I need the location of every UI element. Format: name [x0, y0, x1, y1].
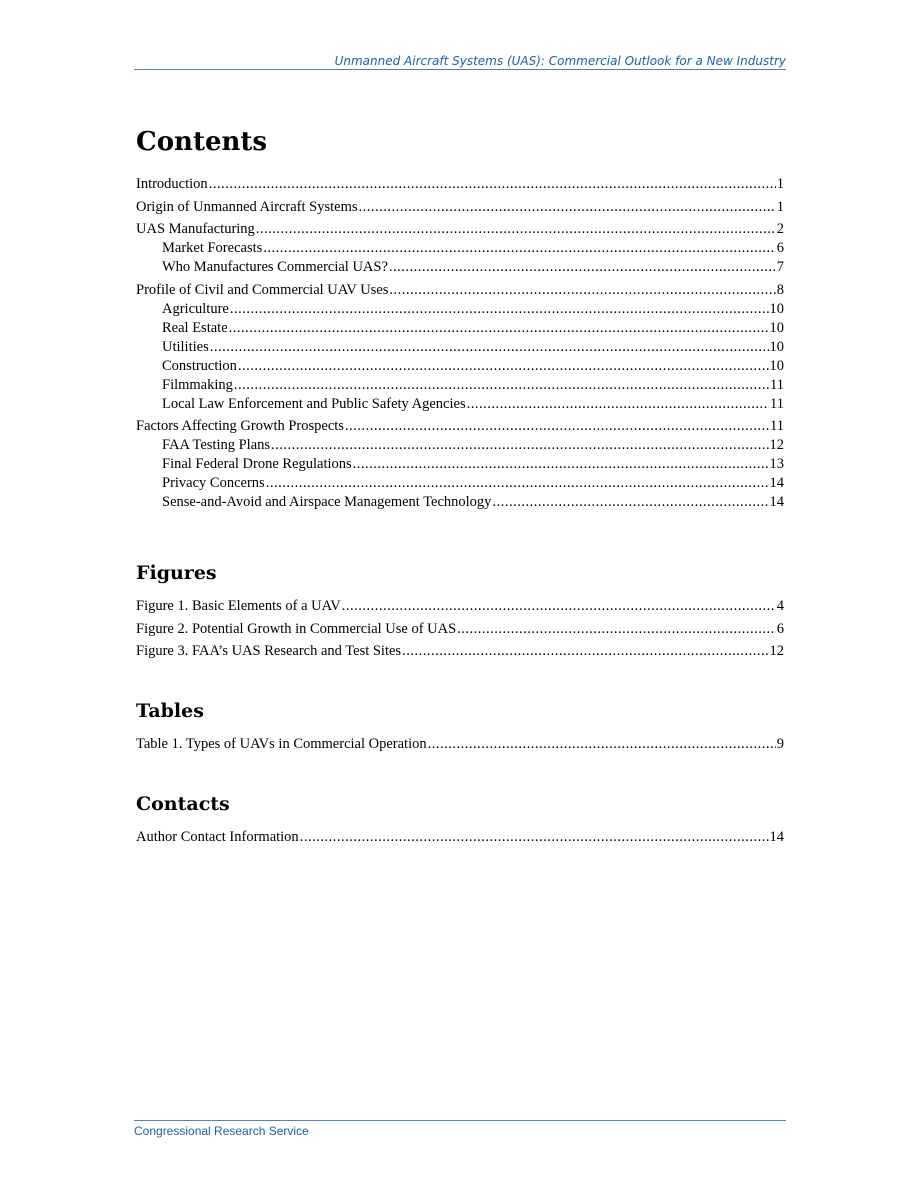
toc-entry-page: 11: [770, 418, 784, 435]
dot-leader: [229, 319, 769, 338]
toc-entry-page: 14: [769, 494, 784, 511]
toc-entry-title: Real Estate: [162, 319, 228, 336]
toc-entry-title: Table 1. Types of UAVs in Commercial Operation: [136, 736, 427, 752]
toc-entry-page: 2: [776, 221, 784, 238]
dot-leader: [209, 175, 776, 194]
toc-entry-page: 14: [769, 475, 784, 492]
toc-entry-page: 1: [776, 198, 784, 215]
toc-entry[interactable]: [136, 281, 784, 300]
toc-entry[interactable]: [136, 417, 784, 436]
dot-leader: [271, 436, 768, 455]
toc-entry-page: 13: [769, 456, 784, 473]
toc-entry-title: Privacy Concerns: [162, 475, 265, 492]
toc-entry-page: 10: [769, 338, 784, 355]
page-footer: [134, 1120, 786, 1138]
tables-list: [136, 735, 784, 754]
toc-subentry[interactable]: [136, 493, 784, 512]
toc-entry-title: Final Federal Drone Regulations: [162, 456, 352, 473]
toc-entry-title: Local Law Enforcement and Public Safety Agencies: [162, 395, 466, 412]
toc-entry-page: 12: [769, 643, 784, 660]
toc-entry[interactable]: [136, 220, 784, 239]
contacts-list: [136, 828, 784, 847]
figure-entry[interactable]: [136, 642, 784, 661]
dot-leader: [389, 258, 776, 277]
toc-entry[interactable]: [136, 175, 784, 194]
toc-entry-title: Profile of Civil and Commercial UAV Uses: [136, 281, 389, 298]
dot-leader: [345, 417, 769, 436]
dot-leader: [238, 357, 769, 376]
toc-entry-title: Figure 3. FAA’s UAS Research and Test Sites: [136, 643, 402, 660]
dot-leader: [467, 395, 769, 414]
toc-subentry[interactable]: [136, 474, 784, 493]
contact-entry[interactable]: [136, 828, 784, 847]
toc-entry-title: Figure 1. Basic Elements of a UAV: [136, 598, 341, 614]
dot-leader: [389, 281, 775, 300]
dot-leader: [230, 300, 769, 319]
dot-leader: [457, 620, 776, 639]
toc-entry-title: Sense-and-Avoid and Airspace Management Technology: [162, 494, 492, 511]
figure-entry[interactable]: [136, 620, 784, 639]
toc-entry-title: Figure 2. Potential Growth in Commercial Use of UAS: [136, 620, 457, 637]
dot-leader: [234, 376, 769, 395]
toc-subentry[interactable]: [136, 300, 784, 319]
toc-entry-page: 8: [776, 281, 784, 298]
toc-entry-title: UAS Manufacturing: [136, 221, 255, 238]
figure-entry[interactable]: [136, 597, 784, 616]
figures-heading: Figures: [136, 562, 217, 584]
toc-entry-page: 4: [776, 598, 784, 614]
toc-entry-page: 11: [770, 395, 784, 412]
toc-subentry[interactable]: [136, 338, 784, 357]
toc-subentry[interactable]: [136, 258, 784, 277]
toc-entry-page: 10: [769, 357, 784, 374]
dot-leader: [256, 220, 776, 239]
toc-entry-page: 7: [776, 259, 784, 276]
contacts-heading: Contacts: [136, 793, 230, 815]
toc-entry-title: FAA Testing Plans: [162, 437, 271, 454]
toc-entry-title: Who Manufactures Commercial UAS?: [162, 259, 388, 276]
running-header-title: Unmanned Aircraft Systems (UAS): Commercial Outlook for a New Industry: [334, 54, 786, 68]
dot-leader: [353, 455, 769, 474]
toc-subentry[interactable]: [136, 395, 784, 414]
contents-heading: Contents: [136, 127, 268, 157]
toc-entry-page: 12: [769, 437, 784, 454]
dot-leader: [402, 642, 768, 661]
toc-entry-page: 1: [776, 176, 784, 192]
toc-entry-title: Origin of Unmanned Aircraft Systems: [136, 198, 358, 215]
dot-leader: [492, 493, 768, 512]
dot-leader: [342, 597, 776, 616]
toc-entry-title: Factors Affecting Growth Prospects: [136, 418, 344, 435]
toc-entry-page: 10: [769, 319, 784, 336]
toc-subentry[interactable]: [136, 357, 784, 376]
dot-leader: [263, 239, 775, 258]
toc-subentry[interactable]: [136, 436, 784, 455]
toc-subentry[interactable]: [136, 239, 784, 258]
toc-entry-title: Introduction: [136, 176, 208, 192]
toc-entry-page: 6: [776, 240, 784, 257]
table-entry[interactable]: [136, 735, 784, 754]
toc-entry-title: Filmmaking: [162, 376, 233, 393]
footer-text: Congressional Research Service: [134, 1124, 309, 1138]
toc-entry-title: Construction: [162, 357, 237, 374]
toc-entry-title: Market Forecasts: [162, 240, 263, 257]
toc-entry-page: 6: [776, 620, 784, 637]
toc-entry-title: Utilities: [162, 338, 209, 355]
figures-list: [136, 597, 784, 661]
toc-entry-page: 9: [776, 736, 784, 752]
dot-leader: [266, 474, 769, 493]
toc-entry-page: 14: [769, 829, 784, 845]
toc-subentry[interactable]: [136, 455, 784, 474]
toc-entry-title: Author Contact Information: [136, 829, 299, 845]
toc-entry-title: Agriculture: [162, 300, 229, 317]
contents-list: [136, 175, 784, 512]
toc-entry-page: 11: [770, 376, 784, 393]
toc-entry-page: 10: [769, 300, 784, 317]
toc-subentry[interactable]: [136, 319, 784, 338]
tables-heading: Tables: [136, 700, 204, 722]
dot-leader: [210, 338, 769, 357]
dot-leader: [428, 735, 776, 754]
dot-leader: [359, 198, 776, 217]
toc-entry[interactable]: [136, 198, 784, 217]
toc-subentry[interactable]: [136, 376, 784, 395]
dot-leader: [300, 828, 769, 847]
running-header: [134, 53, 786, 70]
